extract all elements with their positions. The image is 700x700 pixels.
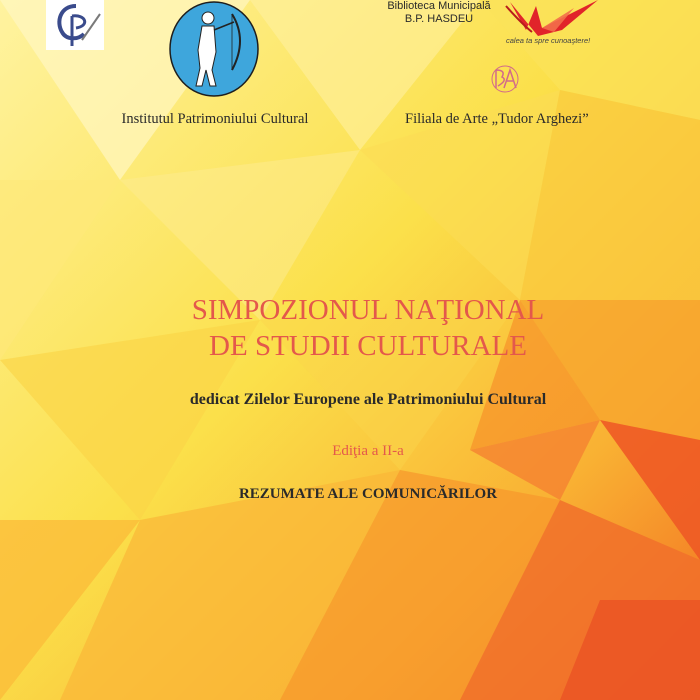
page-title <box>0 292 700 364</box>
cp-monogram-icon <box>46 0 104 50</box>
red-brush-mark-icon <box>502 0 602 40</box>
library-name: Biblioteca Municipală <box>387 0 491 12</box>
title-line-1: SIMPOZIONUL NAŢIONAL <box>191 294 545 326</box>
title-line-2: DE STUDII CULTURALE <box>209 330 527 362</box>
section-heading: REZUMATE ALE COMUNICĂRILOR <box>238 486 498 502</box>
institution-left-name: Institutul Patrimoniului Cultural <box>121 111 309 127</box>
archer-medal-icon <box>168 0 260 98</box>
library-slogan: calea ta spre cunoaştere! <box>506 36 591 45</box>
library-subname: B.P. HASDEU <box>404 13 474 25</box>
edition-label: Ediţia a II-a <box>332 443 404 459</box>
institution-right-name: Filiala de Arte „Tudor Arghezi” <box>405 111 589 127</box>
subtitle: dedicat Zilelor Europene ale Patrimoniului Cultural <box>189 391 547 408</box>
ba-monogram-icon <box>488 64 522 94</box>
library-logo-text <box>380 0 498 26</box>
